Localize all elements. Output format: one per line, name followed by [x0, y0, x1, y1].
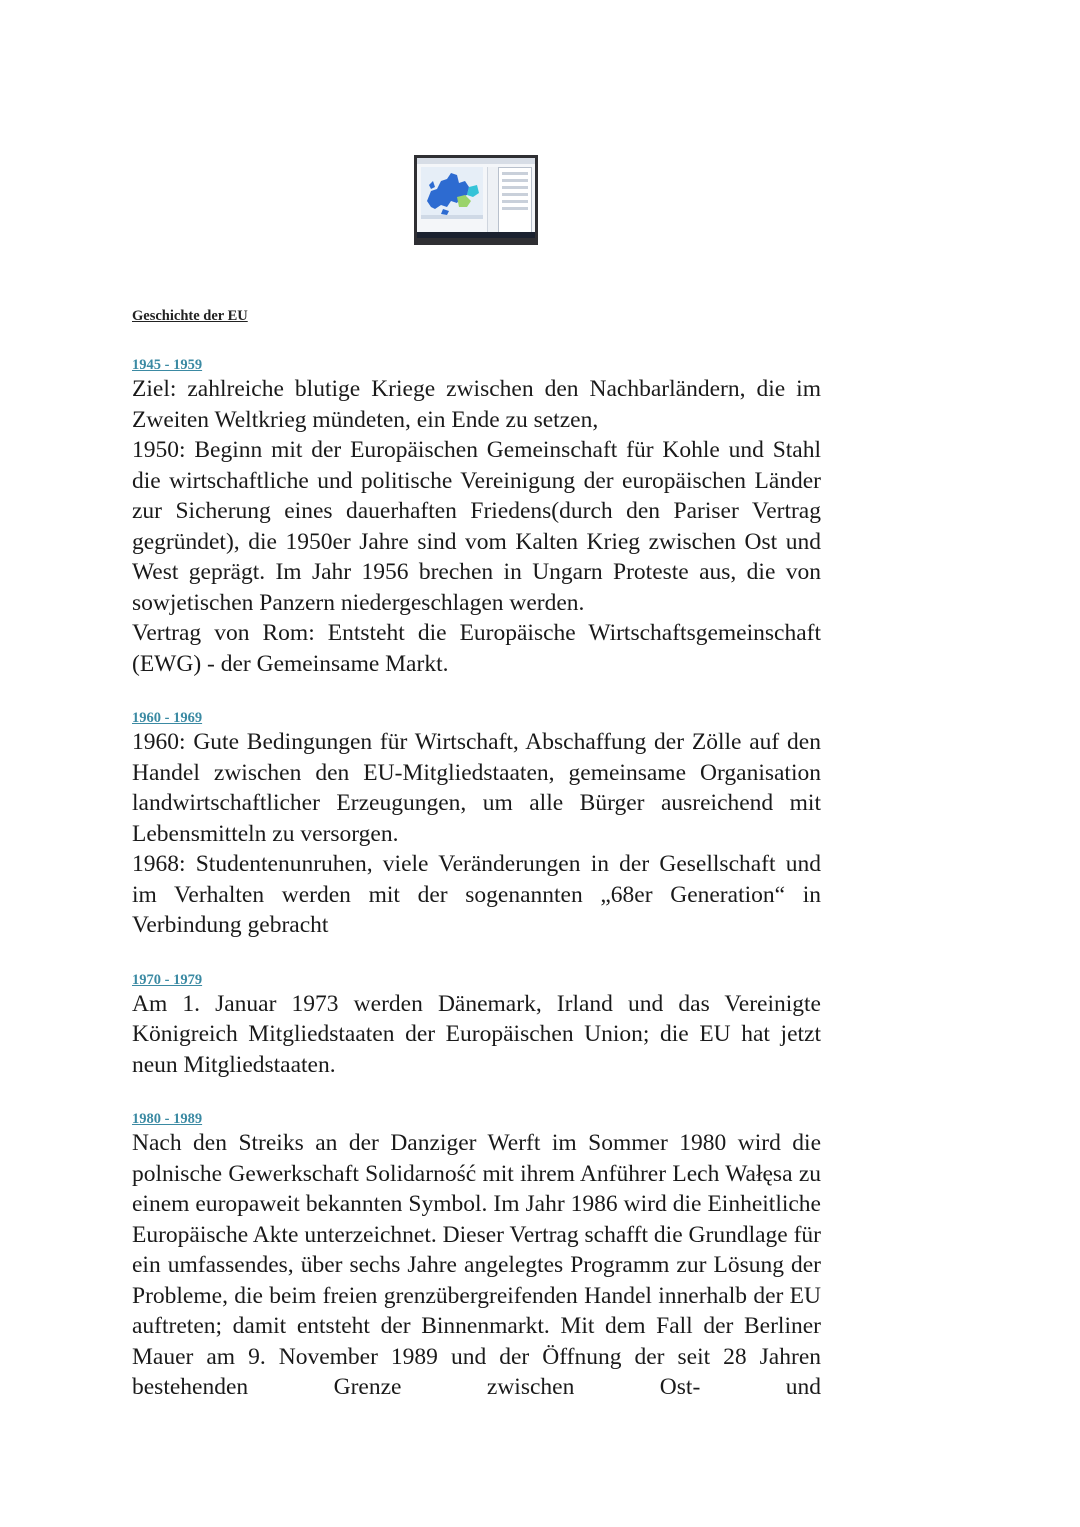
period-heading: 1970 - 1979	[132, 971, 203, 988]
paragraph: Nach den Streiks an der Danziger Werft im Sommer 1980 wird die polnische Gewerkschaft Solidarność mit ihrem Anführer Lech Wałęsa zu einem europaweit bekannten Symbol. Im Jahr 1986 wird die Einheitliche Europäische Akte unterzeichnet. Dieser Vertrag schafft die Grundlage für ein umfassendes, über sechs Jahre angelegtes Programm zur Lösung der Probleme, die beim freien grenzübergreifenden Handel innerhalb der EU auftreten; damit entsteht der Binnenmarkt. Mit dem Fall der Berliner Mauer am 9. November 1989 und der Öffnung der seit 28 Jahren bestehenden Grenze zwischen Ost- und	[132, 1130, 821, 1400]
section-1945-1959	[132, 356, 821, 679]
section-1960-1969	[132, 709, 821, 941]
screenshot-panel	[498, 167, 532, 233]
screenshot-taskbar	[417, 232, 535, 238]
screenshot-window	[417, 158, 535, 238]
screenshot-toolbar	[417, 158, 535, 164]
period-heading: 1945 - 1959	[132, 357, 203, 373]
section-1980-1989	[132, 1110, 821, 1403]
document-title: Geschichte der EU	[132, 308, 248, 324]
eu-map-icon	[421, 167, 483, 219]
period-heading: 1980 - 1989	[132, 1111, 203, 1127]
period-heading: 1960 - 1969	[132, 710, 203, 726]
paragraph: Ziel: zahlreiche blutige Kriege zwischen den Nachbarländern, die im Zweiten Weltkrieg mündeten, ein Ende zu setzen,	[132, 376, 821, 433]
paragraph: Vertrag von Rom: Entsteht die Europäische Wirtschaftsgemeinschaft (EWG) - der Gemeinsame Markt.	[132, 620, 821, 677]
europe-map-icon	[421, 167, 483, 219]
document-body	[132, 300, 821, 1403]
paragraph: 1960: Gute Bedingungen für Wirtschaft, Abschaffung der Zölle auf den Handel zwischen den EU-Mitgliedstaaten, gemeinsame Organisation landwirtschaftlicher Erzeugungen, um alle Bürger ausreichend mit Lebensmitteln zu versorgen.	[132, 729, 821, 847]
paragraph: 1950: Beginn mit der Europäischen Gemeinschaft für Kohle und Stahl die wirtschaftliche und politische Vereinigung der europäischen Länder zur Sicherung eines dauerhaften Friedens(durch den Pariser Vertrag gegründet), die 1950er Jahre sind vom Kalten Krieg zwischen Ost und West geprägt. Im Jahr 1956 brechen in Ungarn Proteste aus, die von sowjetischen Panzern niedergeschlagen werden.	[132, 437, 821, 616]
paragraph: 1968: Studentenunruhen, viele Veränderungen in der Gesellschaft und im Verhalten werden mit der sogenannten „68er Generation“ in Verbindung gebracht	[132, 851, 821, 938]
section-1970-1979	[132, 971, 821, 1081]
eu-map-screenshot-image	[414, 155, 538, 245]
paragraph: Am 1. Januar 1973 werden Dänemark, Irland und das Vereinigte Königreich Mitgliedstaaten der Europäischen Union; die EU hat jetzt neun Mitgliedstaaten.	[132, 990, 821, 1078]
